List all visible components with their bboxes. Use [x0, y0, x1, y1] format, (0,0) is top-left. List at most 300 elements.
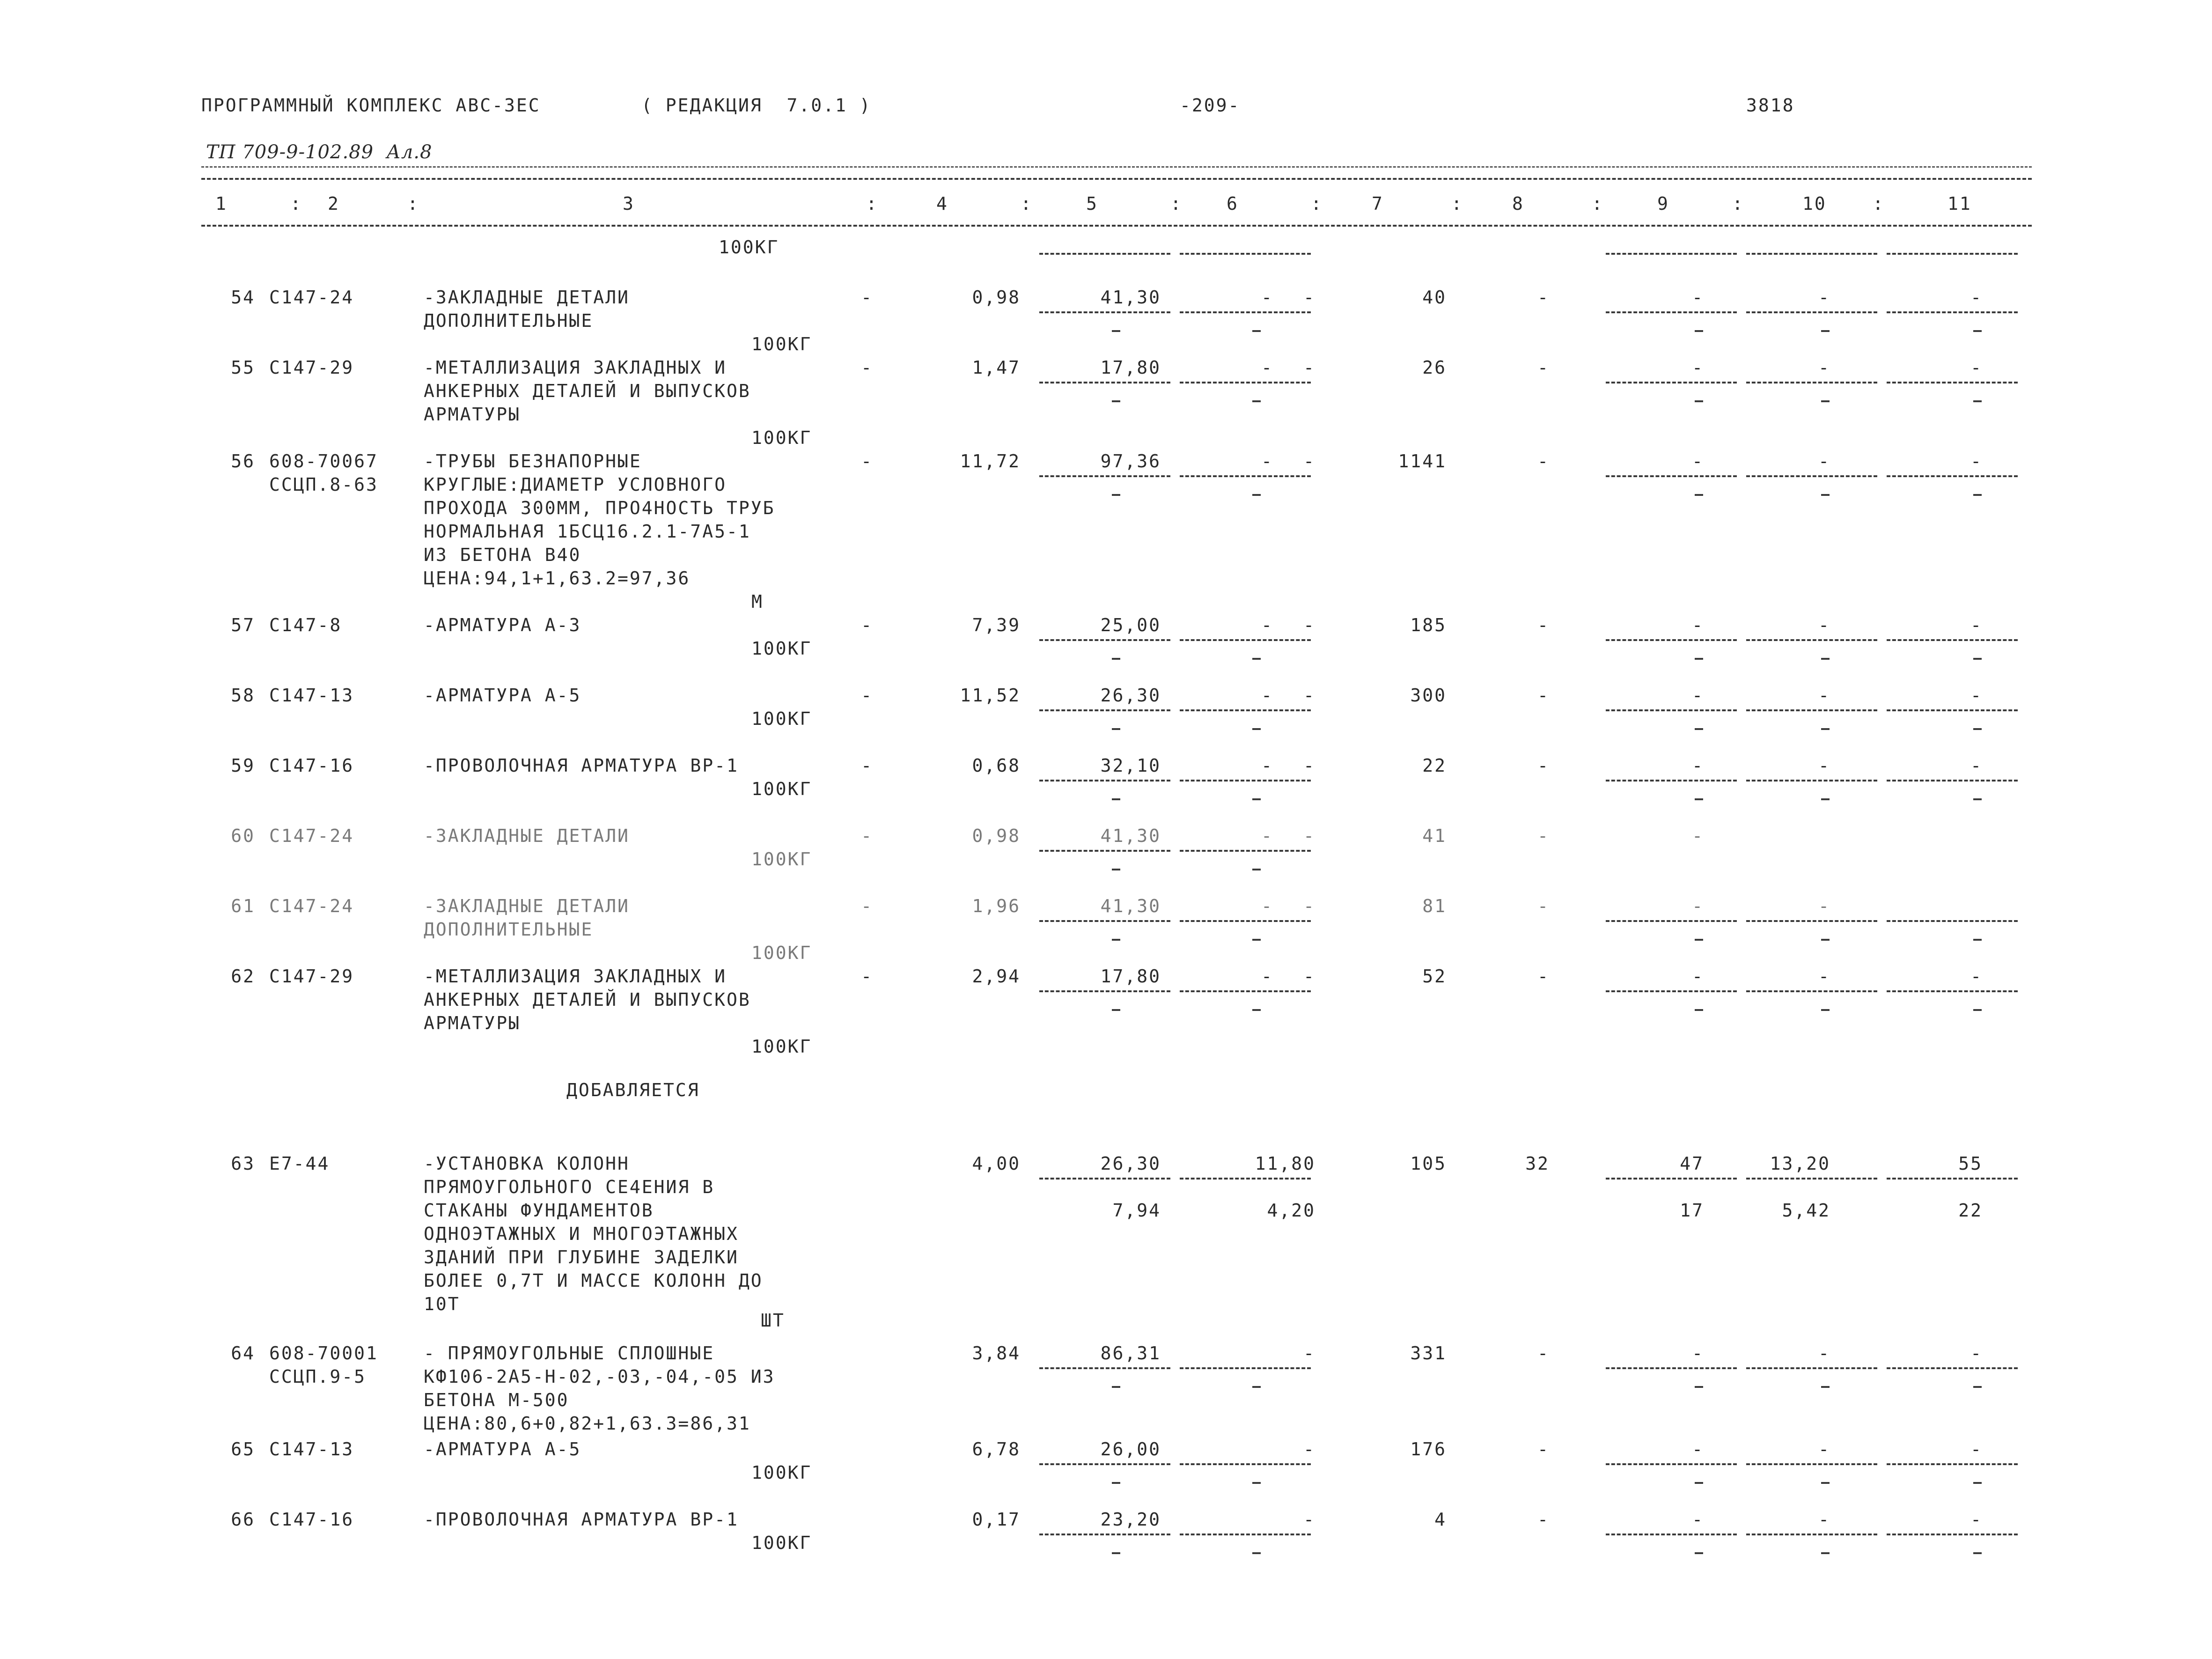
column-separator: : — [1873, 193, 1885, 214]
program-name: ПРОГРАММНЫЙ КОМПЛЕКС АВС-3ЕС — [201, 95, 541, 116]
cell-c3: - — [861, 685, 873, 706]
row-description: -ТРУБЫ БЕЗНАПОРНЫЕ — [424, 451, 642, 472]
cell-rule-9 — [1606, 780, 1737, 782]
cell-rule-9 — [1606, 639, 1737, 641]
page-number: -209- — [1180, 95, 1241, 116]
column-separator: : — [1170, 193, 1183, 214]
cell-c10: - — [1818, 966, 1830, 987]
cell-c7: 300 — [1410, 685, 1447, 706]
column-header-1: 1 — [215, 193, 228, 214]
cell-c5: 41,30 — [1100, 287, 1161, 308]
row-number: 66 — [231, 1509, 255, 1530]
cell-rule-5 — [1039, 311, 1170, 313]
cell-c4: 4,00 — [972, 1153, 1021, 1174]
cell-c8: - — [1537, 755, 1550, 776]
cell-c6: - — [1303, 1439, 1315, 1460]
cell-c6b: - — [1303, 966, 1315, 987]
cell-c11: 55 — [1958, 1153, 1983, 1174]
cell-rule-10 — [1746, 1534, 1877, 1535]
cell-c10: - — [1818, 1439, 1830, 1460]
cell-c5: 26,30 — [1100, 1153, 1161, 1174]
cell-rule-10 — [1746, 709, 1877, 711]
cell-c6b: - — [1303, 451, 1315, 472]
row-description: ПРЯМОУГОЛЬНОГО СЕ4ЕНИЯ В — [424, 1177, 715, 1197]
empty-mark — [1112, 1482, 1120, 1484]
row-description: БЕТОНА М-500 — [424, 1390, 569, 1410]
empty-mark — [1252, 400, 1261, 402]
cell-c4: 0,68 — [972, 755, 1021, 776]
row-number: 64 — [231, 1343, 255, 1364]
row-unit: 100КГ — [751, 943, 812, 963]
cell-rule-10 — [1746, 780, 1877, 782]
empty-mark — [1821, 658, 1830, 660]
cell-c11: - — [1970, 1509, 1983, 1530]
column-separator: : — [1592, 193, 1604, 214]
cell-c10b: 5,42 — [1782, 1200, 1830, 1221]
cell-c4: 1,96 — [972, 896, 1021, 916]
cell-c11: - — [1970, 1343, 1983, 1364]
empty-mark — [1973, 798, 1982, 800]
row-description: -ПРОВОЛОЧНАЯ АРМАТУРА ВР-1 — [424, 1509, 739, 1530]
cell-c11: - — [1970, 966, 1983, 987]
cell-c5: 23,20 — [1100, 1509, 1161, 1530]
row-description: -МЕТАЛЛИЗАЦИЯ ЗАКЛАДНЫХ И — [424, 966, 727, 987]
cell-rule-6 — [1180, 382, 1311, 383]
empty-mark — [1252, 330, 1261, 332]
cell-c7: 52 — [1422, 966, 1447, 987]
empty-mark — [1695, 728, 1703, 730]
cell-rule-10 — [1746, 639, 1877, 641]
empty-mark — [1973, 330, 1982, 332]
cell-c9: - — [1692, 1439, 1704, 1460]
empty-mark — [1821, 939, 1830, 941]
cell-c7: 185 — [1410, 615, 1447, 635]
column-header-4: 4 — [936, 193, 948, 214]
row-description: ЦЕНА:80,6+0,82+1,63.3=86,31 — [424, 1413, 751, 1434]
cell-c6b: 4,20 — [1267, 1200, 1315, 1221]
carried-rule — [1606, 253, 1737, 255]
row-unit: 100КГ — [751, 849, 812, 870]
empty-mark — [1695, 1482, 1703, 1484]
row-number: 55 — [231, 357, 255, 378]
cell-rule-5 — [1039, 990, 1170, 992]
cell-c6: - — [1303, 1509, 1315, 1530]
cell-c6: - — [1261, 685, 1273, 706]
cell-c6: - — [1261, 755, 1273, 776]
cell-c6: - — [1303, 1343, 1315, 1364]
row-number: 62 — [231, 966, 255, 987]
row-description: ОДНОЭТАЖНЫХ И МНОГОЭТАЖНЫХ — [424, 1224, 739, 1244]
cell-c6: - — [1261, 451, 1273, 472]
cell-c5: 32,10 — [1100, 755, 1161, 776]
column-header-10: 10 — [1802, 193, 1827, 214]
cell-c4: 0,17 — [972, 1509, 1021, 1530]
cell-rule-9 — [1606, 475, 1737, 477]
cell-rule-10 — [1746, 382, 1877, 383]
cell-c8: - — [1537, 287, 1550, 308]
cell-c4: 6,78 — [972, 1439, 1021, 1460]
row-description: -АРМАТУРА А-5 — [424, 1439, 581, 1460]
row-unit: 100КГ — [751, 779, 812, 799]
cell-c11: - — [1970, 451, 1983, 472]
cell-rule-10 — [1746, 990, 1877, 992]
empty-mark — [1821, 494, 1830, 496]
cell-c7: 1141 — [1398, 451, 1447, 472]
cell-c10: - — [1818, 896, 1830, 916]
column-header-2: 2 — [328, 193, 340, 214]
cell-c7: 41 — [1422, 826, 1447, 846]
cell-rule-11 — [1887, 382, 2018, 383]
empty-mark — [1252, 1482, 1261, 1484]
cell-rule-10 — [1746, 1463, 1877, 1465]
empty-mark — [1252, 728, 1261, 730]
cell-rule-9 — [1606, 311, 1737, 313]
row-description: -ПРОВОЛОЧНАЯ АРМАТУРА ВР-1 — [424, 755, 739, 776]
cell-rule-11 — [1887, 639, 2018, 641]
cell-c11: - — [1970, 1439, 1983, 1460]
row-description: ДОПОЛНИТЕЛЬНЫЕ — [424, 310, 594, 331]
row-number: 60 — [231, 826, 255, 846]
cell-rule-11 — [1887, 920, 2018, 922]
cell-c5: 17,80 — [1100, 966, 1161, 987]
cell-rule-11 — [1887, 780, 2018, 782]
empty-mark — [1252, 869, 1261, 870]
row-code: С147-29 — [269, 966, 354, 987]
cell-c10: - — [1818, 357, 1830, 378]
empty-mark — [1973, 400, 1982, 402]
cell-c4: 0,98 — [972, 287, 1021, 308]
row-number: 56 — [231, 451, 255, 472]
cell-c7: 4 — [1434, 1509, 1447, 1530]
empty-mark — [1695, 400, 1703, 402]
cell-c6: - — [1261, 826, 1273, 846]
empty-mark — [1112, 658, 1120, 660]
row-description: - ПРЯМОУГОЛЬНЫЕ СПЛОШНЫЕ — [424, 1343, 715, 1364]
row-description: БОЛЕЕ 0,7Т И МАССЕ КОЛОНН ДО — [424, 1270, 763, 1291]
column-header-rule — [201, 225, 2032, 227]
row-description: -ЗАКЛАДНЫЕ ДЕТАЛИ — [424, 896, 630, 916]
cell-c4: 11,72 — [960, 451, 1021, 472]
row-number: 54 — [231, 287, 255, 308]
empty-mark — [1112, 798, 1120, 800]
row-unit: 100КГ — [751, 1036, 812, 1057]
empty-mark — [1821, 330, 1830, 332]
empty-mark — [1821, 1386, 1830, 1388]
cell-rule-6 — [1180, 709, 1311, 711]
row-unit: М — [751, 591, 764, 612]
carried-rule — [1180, 253, 1311, 255]
carried-unit: 100КГ — [719, 237, 779, 258]
cell-rule-9 — [1606, 1178, 1737, 1180]
column-header-8: 8 — [1512, 193, 1524, 214]
cell-c9: - — [1692, 1509, 1704, 1530]
row-number: 58 — [231, 685, 255, 706]
cell-c11: - — [1970, 615, 1983, 635]
column-separator: : — [866, 193, 878, 214]
cell-c8: - — [1537, 1509, 1550, 1530]
row-description: НОРМАЛЬНАЯ 1БСЦ16.2.1-7А5-1 — [424, 521, 751, 542]
cell-c6: - — [1261, 357, 1273, 378]
cell-rule-10 — [1746, 1367, 1877, 1369]
empty-mark — [1695, 1552, 1703, 1554]
row-description: АРМАТУРЫ — [424, 404, 521, 425]
row-code: С147-24 — [269, 287, 354, 308]
empty-mark — [1821, 1552, 1830, 1554]
cell-c7: 40 — [1422, 287, 1447, 308]
table-top-rule — [201, 178, 2032, 180]
cell-rule-5 — [1039, 639, 1170, 641]
cell-c4: 0,98 — [972, 826, 1021, 846]
empty-mark — [1973, 1552, 1982, 1554]
empty-mark — [1112, 728, 1120, 730]
row-code: Е7-44 — [269, 1153, 330, 1174]
row-description: 10Т — [424, 1294, 460, 1314]
row-number: 61 — [231, 896, 255, 916]
column-header-3: 3 — [623, 193, 635, 214]
empty-mark — [1695, 494, 1703, 496]
row-code: С147-8 — [269, 615, 342, 635]
row-description: -ЗАКЛАДНЫЕ ДЕТАЛИ — [424, 826, 630, 846]
cell-c5: 26,00 — [1100, 1439, 1161, 1460]
cell-rule-11 — [1887, 1534, 2018, 1535]
row-description: -ЗАКЛАДНЫЕ ДЕТАЛИ — [424, 287, 630, 308]
cell-c6: - — [1261, 896, 1273, 916]
row-number: 65 — [231, 1439, 255, 1460]
cell-rule-6 — [1180, 1463, 1311, 1465]
cell-c4: 11,52 — [960, 685, 1021, 706]
cell-rule-11 — [1887, 475, 2018, 477]
row-unit: ШТ — [761, 1310, 785, 1331]
empty-mark — [1973, 1386, 1982, 1388]
cell-rule-9 — [1606, 990, 1737, 992]
cell-c3: - — [861, 357, 873, 378]
cell-c10: 13,20 — [1770, 1153, 1830, 1174]
row-description: КФ106-2А5-Н-02,-03,-04,-05 ИЗ — [424, 1366, 775, 1387]
cell-rule-11 — [1887, 1367, 2018, 1369]
column-separator: : — [290, 193, 302, 214]
carried-rule — [1746, 253, 1877, 255]
cell-c10: - — [1818, 615, 1830, 635]
cell-c6b: - — [1303, 755, 1315, 776]
row-description: ЗДАНИЙ ПРИ ГЛУБИНЕ ЗАДЕЛКИ — [424, 1247, 739, 1268]
cell-c10: - — [1818, 755, 1830, 776]
row-description: АРМАТУРЫ — [424, 1013, 521, 1033]
cell-rule-5 — [1039, 850, 1170, 852]
cell-rule-9 — [1606, 1367, 1737, 1369]
row-code: ССЦП.9-5 — [269, 1366, 367, 1387]
cell-c9: - — [1692, 896, 1704, 916]
section-heading: ДОБАВЛЯЕТСЯ — [566, 1080, 700, 1100]
empty-mark — [1973, 1482, 1982, 1484]
cell-c5: 41,30 — [1100, 826, 1161, 846]
cell-c7: 26 — [1422, 357, 1447, 378]
cell-c8: - — [1537, 685, 1550, 706]
empty-mark — [1973, 658, 1982, 660]
cell-c10: - — [1818, 685, 1830, 706]
cell-c3: - — [861, 451, 873, 472]
cell-rule-11 — [1887, 990, 2018, 992]
empty-mark — [1821, 798, 1830, 800]
cell-rule-5 — [1039, 475, 1170, 477]
cell-c11: - — [1970, 685, 1983, 706]
cell-c8: 32 — [1525, 1153, 1550, 1174]
row-code: С147-16 — [269, 755, 354, 776]
cell-rule-6 — [1180, 990, 1311, 992]
row-description: ЦЕНА:94,1+1,63.2=97,36 — [424, 568, 691, 589]
column-separator: : — [1021, 193, 1033, 214]
cell-c8: - — [1537, 357, 1550, 378]
cell-rule-5 — [1039, 382, 1170, 383]
empty-mark — [1112, 1386, 1120, 1388]
cell-rule-9 — [1606, 1463, 1737, 1465]
row-number: 63 — [231, 1153, 255, 1174]
row-description: АНКЕРНЫХ ДЕТАЛЕЙ И ВЫПУСКОВ — [424, 381, 751, 401]
cell-rule-6 — [1180, 639, 1311, 641]
cell-c9: - — [1692, 357, 1704, 378]
row-code: С147-24 — [269, 896, 354, 916]
cell-c11: - — [1970, 755, 1983, 776]
cell-rule-6 — [1180, 1178, 1311, 1180]
cell-c9: - — [1692, 451, 1704, 472]
cell-c9: - — [1692, 615, 1704, 635]
cell-c4: 3,84 — [972, 1343, 1021, 1364]
cell-c3: - — [861, 826, 873, 846]
cell-rule-6 — [1180, 920, 1311, 922]
cell-rule-5 — [1039, 1534, 1170, 1535]
sheet-number: 3818 — [1746, 95, 1795, 116]
cell-c4: 1,47 — [972, 357, 1021, 378]
empty-mark — [1252, 494, 1261, 496]
column-header-9: 9 — [1657, 193, 1669, 214]
row-code: 608-70001 — [269, 1343, 378, 1364]
cell-c8: - — [1537, 615, 1550, 635]
row-unit: 100КГ — [751, 708, 812, 729]
row-number: 57 — [231, 615, 255, 635]
cell-c5: 41,30 — [1100, 896, 1161, 916]
row-unit: 100КГ — [751, 1533, 812, 1553]
cell-c6b: - — [1303, 896, 1315, 916]
cell-c11b: 22 — [1958, 1200, 1983, 1221]
empty-mark — [1252, 1386, 1261, 1388]
cell-c5: 17,80 — [1100, 357, 1161, 378]
row-number: 59 — [231, 755, 255, 776]
empty-mark — [1112, 869, 1120, 870]
empty-mark — [1112, 400, 1120, 402]
cell-c6b: - — [1303, 685, 1315, 706]
cell-rule-9 — [1606, 709, 1737, 711]
cell-rule-9 — [1606, 920, 1737, 922]
empty-mark — [1112, 939, 1120, 941]
cell-c9: - — [1692, 966, 1704, 987]
cell-c5: 26,30 — [1100, 685, 1161, 706]
empty-mark — [1695, 330, 1703, 332]
header-rule — [201, 166, 2032, 168]
cell-c6b: - — [1303, 287, 1315, 308]
cell-c5: 86,31 — [1100, 1343, 1161, 1364]
cell-c10: - — [1818, 1509, 1830, 1530]
empty-mark — [1252, 1552, 1261, 1554]
cell-rule-6 — [1180, 780, 1311, 782]
empty-mark — [1821, 1482, 1830, 1484]
row-description: -АРМАТУРА А-3 — [424, 615, 581, 635]
cell-rule-6 — [1180, 475, 1311, 477]
empty-mark — [1112, 494, 1120, 496]
row-description: -УСТАНОВКА КОЛОНН — [424, 1153, 630, 1174]
project-reference: ТП 709-9-102.89 Ал.8 — [206, 141, 433, 163]
cell-c4: 2,94 — [972, 966, 1021, 987]
cell-c3: - — [861, 287, 873, 308]
empty-mark — [1252, 1009, 1261, 1011]
row-description: КРУГЛЫЕ:ДИАМЕТР УСЛОВНОГО — [424, 474, 727, 495]
cell-c3: - — [861, 755, 873, 776]
empty-mark — [1821, 1009, 1830, 1011]
cell-c5b: 7,94 — [1112, 1200, 1161, 1221]
cell-c7: 22 — [1422, 755, 1447, 776]
cell-c3: - — [861, 615, 873, 635]
cell-c9: - — [1692, 1343, 1704, 1364]
row-description: ДОПОЛНИТЕЛЬНЫЕ — [424, 919, 594, 940]
empty-mark — [1112, 330, 1120, 332]
cell-c8: - — [1537, 451, 1550, 472]
empty-mark — [1695, 1009, 1703, 1011]
cell-rule-10 — [1746, 475, 1877, 477]
row-description: -МЕТАЛЛИЗАЦИЯ ЗАКЛАДНЫХ И — [424, 357, 727, 378]
empty-mark — [1973, 939, 1982, 941]
cell-rule-5 — [1039, 709, 1170, 711]
cell-c5: 25,00 — [1100, 615, 1161, 635]
empty-mark — [1973, 728, 1982, 730]
cell-c8: - — [1537, 1439, 1550, 1460]
row-description: ПРОХОДА 300ММ, ПРО4НОСТЬ ТРУБ — [424, 498, 775, 518]
row-unit: 100КГ — [751, 638, 812, 659]
empty-mark — [1821, 728, 1830, 730]
cell-c6: - — [1261, 287, 1273, 308]
row-unit: 100КГ — [751, 1462, 812, 1483]
row-unit: 100КГ — [751, 334, 812, 354]
row-code: С147-13 — [269, 1439, 354, 1460]
row-unit: 100КГ — [751, 428, 812, 448]
cell-c7: 81 — [1422, 896, 1447, 916]
cell-c8: - — [1537, 966, 1550, 987]
cell-rule-6 — [1180, 1534, 1311, 1535]
row-code: С147-24 — [269, 826, 354, 846]
column-separator: : — [1311, 193, 1323, 214]
cell-rule-6 — [1180, 850, 1311, 852]
cell-c10: - — [1818, 451, 1830, 472]
cell-c3: - — [861, 966, 873, 987]
column-separator: : — [407, 193, 419, 214]
row-description: -АРМАТУРА А-5 — [424, 685, 581, 706]
cell-rule-5 — [1039, 780, 1170, 782]
row-description: ИЗ БЕТОНА В40 — [424, 545, 581, 565]
cell-rule-5 — [1039, 1463, 1170, 1465]
empty-mark — [1821, 400, 1830, 402]
cell-c10: - — [1818, 287, 1830, 308]
column-header-6: 6 — [1227, 193, 1239, 214]
row-code: 608-70067 — [269, 451, 378, 472]
cell-rule-6 — [1180, 311, 1311, 313]
column-separator: : — [1451, 193, 1463, 214]
carried-rule — [1887, 253, 2018, 255]
row-code: С147-29 — [269, 357, 354, 378]
cell-rule-11 — [1887, 709, 2018, 711]
column-header-11: 11 — [1947, 193, 1972, 214]
cell-c6b: - — [1303, 826, 1315, 846]
cell-rule-5 — [1039, 1178, 1170, 1180]
cell-c7: 105 — [1410, 1153, 1447, 1174]
cell-c9: - — [1692, 287, 1704, 308]
cell-c8: - — [1537, 1343, 1550, 1364]
